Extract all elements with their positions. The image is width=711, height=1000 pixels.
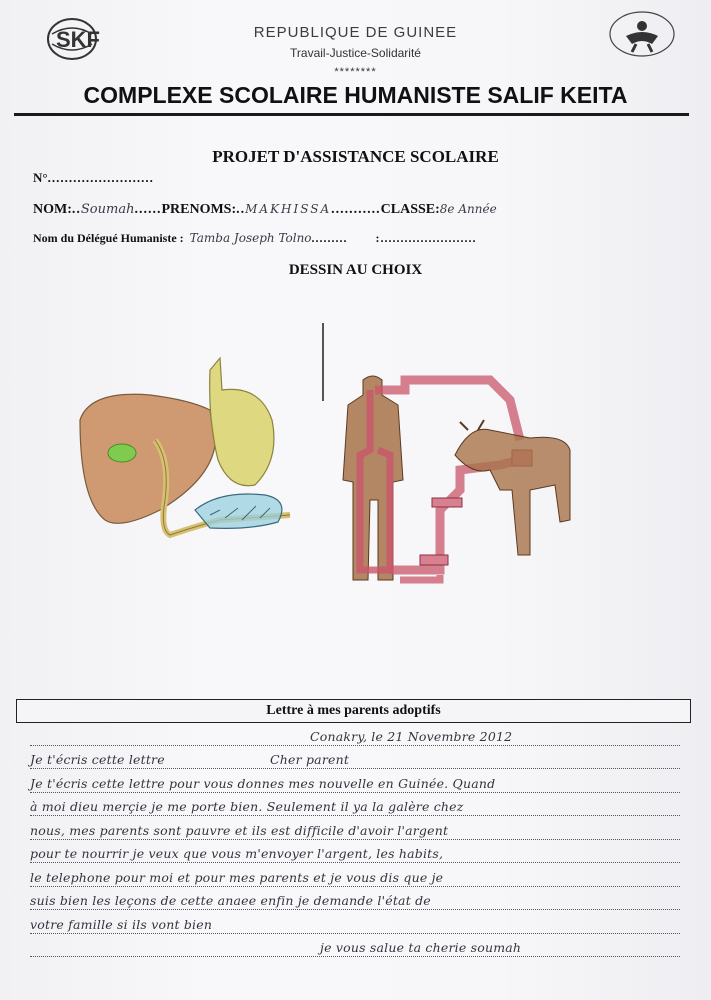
- republic-heading: REPUBLIQUE DE GUINEE: [253, 24, 458, 41]
- drawing-section-title: DESSIN AU CHOIX: [288, 262, 423, 278]
- letter-line: [30, 934, 680, 958]
- letter-line: [30, 840, 680, 864]
- prenoms-value: MAKHISSA: [245, 202, 332, 216]
- letter-line-text: à moi dieu merçie je me porte bien. Seulement il ya la galère chez: [30, 799, 464, 814]
- letter-line: [30, 910, 680, 934]
- letter-salutation: Cher parent: [270, 752, 350, 767]
- letter-line: [30, 746, 680, 770]
- organs-drawing: [80, 358, 290, 535]
- delegue-row: Nom du Délégué Humaniste : Tamba Joseph Tolno......... :........................: [33, 231, 477, 245]
- number-label: N°: [33, 170, 48, 185]
- delegue-value: Tamba Joseph Tolno: [189, 231, 312, 245]
- letter-line: [30, 863, 680, 887]
- crayon-drawing: [60, 350, 600, 600]
- number-field: [33, 170, 154, 186]
- letter-line: [30, 793, 680, 817]
- letter-line-text: Je t'écris cette lettre pour vous donnes mes nouvelle en Guinée. Quand: [30, 775, 496, 791]
- letter-line-text: le telephone pour moi et pour mes parents et je vous dis que je: [30, 869, 444, 885]
- prenoms-label: PRENOMS:: [161, 202, 237, 217]
- form-title: PROJET D'ASSISTANCE SCOLAIRE: [212, 147, 499, 166]
- letter-line: [30, 887, 680, 911]
- letter-line-text: Je t'écris cette lettre: [30, 752, 165, 767]
- person-cow-drawing: [343, 376, 570, 580]
- letter-title-box: [16, 699, 691, 723]
- letter-line-text: pour te nourrir je veux que vous m'envoyer l'argent, les habits,: [30, 846, 444, 861]
- school-name: COMPLEXE SCOLAIRE HUMANISTE SALIF KEITA: [83, 82, 628, 108]
- nom-value: Soumah: [80, 202, 135, 217]
- classe-value: 8e Année: [439, 202, 497, 216]
- letter-closing: je vous salue ta cherie soumah: [320, 940, 522, 955]
- delegue-dots: :........................: [375, 231, 477, 245]
- letter-line-text: nous, mes parents sont pauvre et ils est difficile d'avoir l'argent: [30, 822, 449, 838]
- letter-line: [30, 816, 680, 840]
- header-rule: [14, 113, 689, 116]
- delegue-label: Nom du Délégué Humaniste :: [33, 231, 184, 245]
- nom-label: NOM:: [33, 202, 72, 217]
- letter-title: Lettre à mes parents adoptifs: [266, 703, 441, 718]
- number-dots: .........................: [47, 170, 154, 185]
- letter-body: [30, 722, 680, 957]
- stars-divider: ********: [334, 66, 377, 78]
- letter-line-text: suis bien les leçons de cette anaee enfin je demande l'état de: [30, 893, 431, 908]
- letter-date: Conakry, le 21 Novembre 2012: [310, 728, 513, 744]
- letter-line-text: votre famille si ils vont bien: [30, 916, 213, 932]
- name-row: NOM:..Soumah......PRENOMS:..MAKHISSA...........CLASSE:8e Année: [33, 202, 497, 217]
- logo-letters: SKF: [56, 27, 100, 52]
- letter-line: [30, 769, 680, 793]
- letter-line: [30, 722, 680, 746]
- motto: Travail-Justice-Solidarité: [290, 46, 421, 60]
- classe-label: CLASSE:: [380, 202, 440, 217]
